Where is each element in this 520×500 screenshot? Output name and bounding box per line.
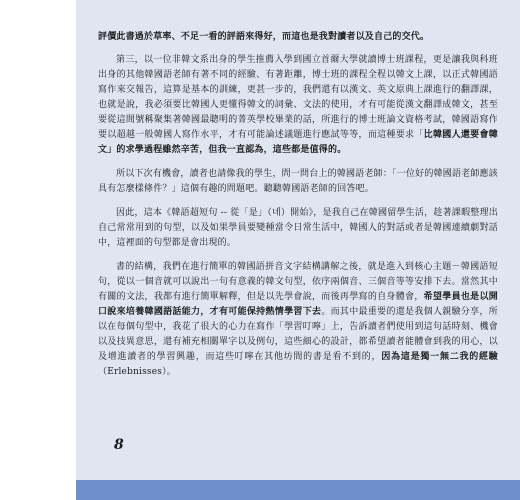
page-body [98,30,498,389]
page-number: 8 [114,437,124,453]
text-run: 書的結構，我們在進行簡單的韓國語拼音文字結構講解之後，就是進入到核心主題－韓國語短句，從以一個音就可以說出一句有意義的韓文句型，依序兩個音、三個音等等安排下去。當然其中有關的文法，我都有進行簡單解釋，但是以先學會說，而後再學寫的自身體會， [98,262,498,302]
text-run: 希望學員也是以開口說來培養韓國語話能力，才有可能保持熱情學習下去 [98,292,498,317]
paragraph-1 [98,30,498,45]
paragraph-4 [98,206,498,251]
page-footer-bar [76,480,520,500]
text-run: 第三，以一位非韓文系出身的學生推薦入學到國立首爾大學就讀博士班課程，更是讓我與科班出身的其他韓國語老師有著不同的經驗、有著距離，博士班的課程全程以韓文上課，以正式韓國語寫作來交報告，這算是基本的訓練，更甚一步的，我們還有以漢文、英文原典上課進行的翻譯課，也就是說，我必須要比韓國人更懂得韓文的詞彙、文法的使用，才有可能從漢文翻譯成韓文，甚至要從這間號稱聚集著韓國最聰明的菁英學校畢業的話，所進行的博士班論文資格考試，韓國語寫作要以超越一般韓國人寫作水平，才有可能論述議題進行應試等等，而這種要求「 [98,55,498,140]
book-page [76,0,520,500]
paragraph-5 [98,260,498,380]
text-run: 因為這是獨一無二我的經驗 [381,352,498,362]
text-run: （Erlebnisses）。 [98,367,176,377]
paragraph-2 [98,53,498,158]
paragraph-3 [98,167,498,197]
text-run: 評價此書過於草率、不足一看的評語來得好，而這也是我對讀者以及自己的交代。 [98,32,430,42]
text-run: 。而其中最重要的還是我個人親驗分享，所以在每個句型中，我花了很大的心力在寫作「學習叮嚀」上，告訴讀者們使用到這句話時刻、機會以及技異意思，還有補充相關單字以及例句，這些細心的設計，都希望讀者能體會到我的用心，以及增進讀者的學習興趣，而這些叮嚀在其他坊間的書是看不到的， [98,307,498,362]
text-run: 所以下次有機會，讀者也請像我的學生，問一問台上的韓國語老師：「一位好的韓國語老師應該具有怎麼樣條件？」這個有趣的問題吧。聽聽韓國語老師的回答吧。 [98,169,498,194]
text-run: 因此，這本《韓語超短句 -- 從「是」（네）開始》，是我自己在韓國留學生活，趁著課暇整理出自己常常用到的句型，以及如果學員要變種當令日常生活中，韓國人的對話或者是韓國連續劇對話中，這裡面的句型都是會出現的。 [98,208,498,248]
text-run: 比韓國人還要會韓文」的求學過程雖然辛苦，但我一直認為，這些都是值得的。 [98,130,498,155]
